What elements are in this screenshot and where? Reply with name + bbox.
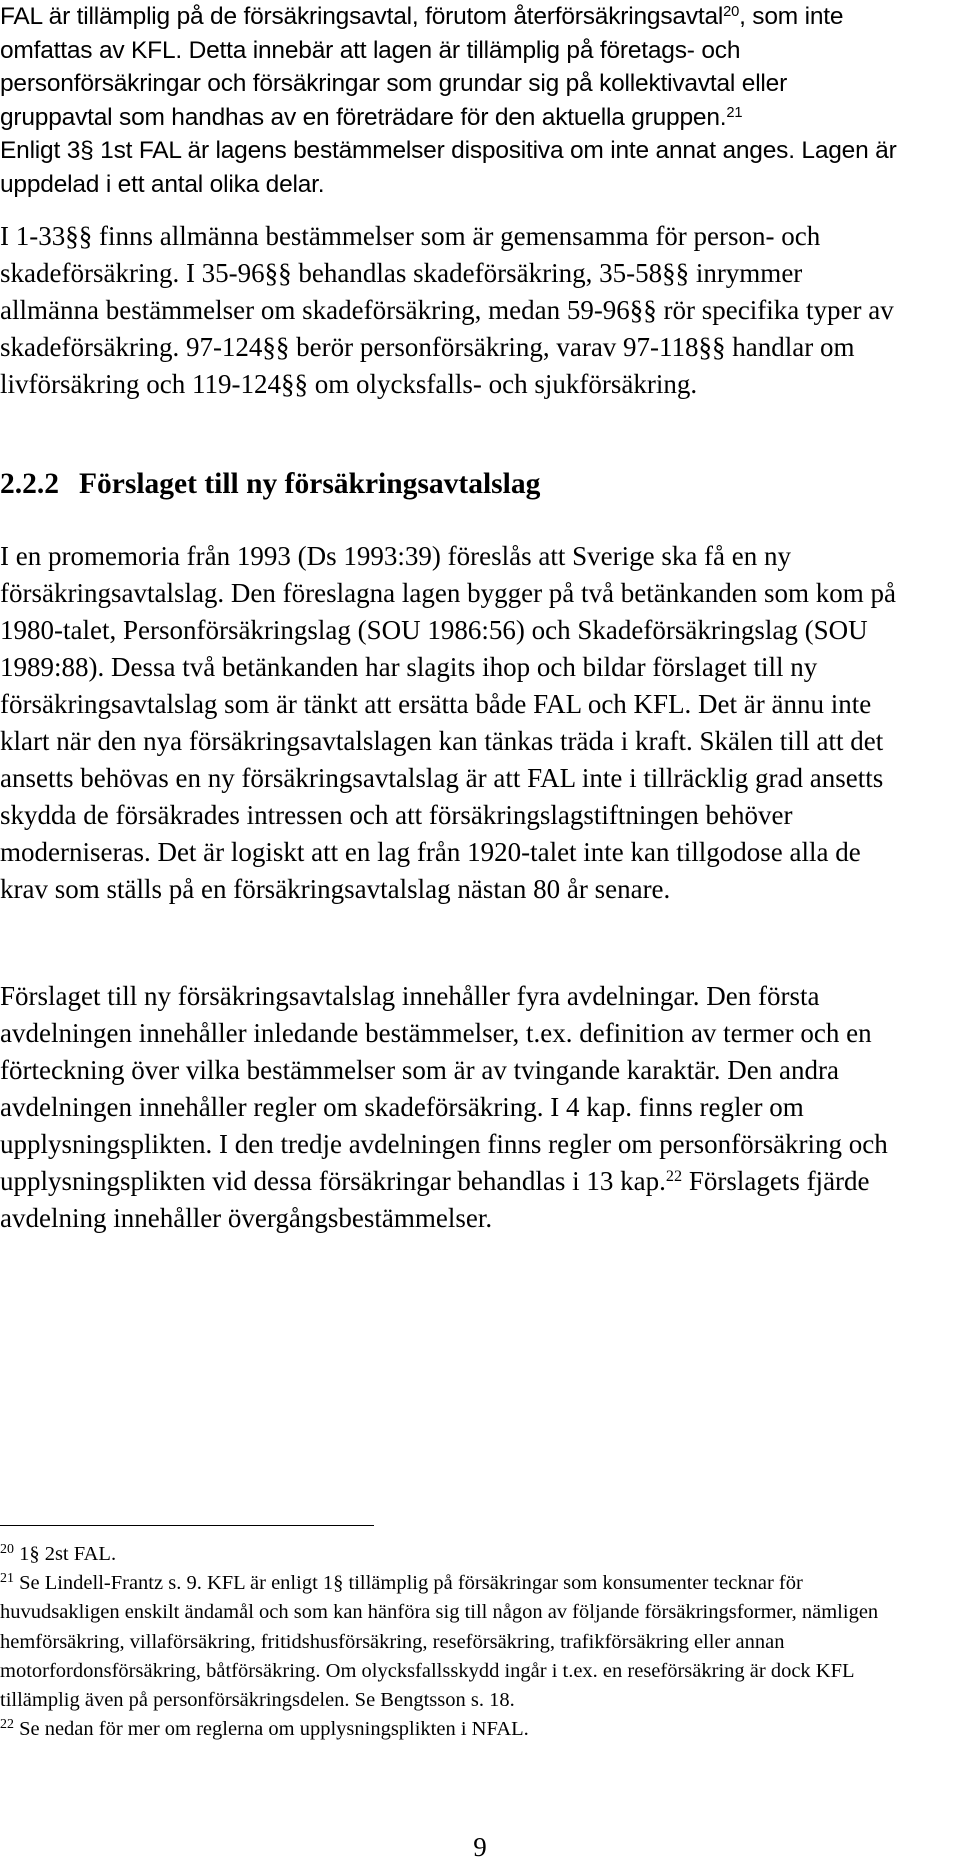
footnote-reference[interactable]: 20 — [723, 3, 740, 20]
footnote-text: 1§ 2st FAL. — [19, 1543, 117, 1565]
footnote — [0, 1715, 905, 1744]
footnote-number: 21 — [0, 1571, 14, 1587]
heading-number: 2.2.2 — [0, 468, 59, 500]
paragraph-text: Enligt 3§ 1st FAL är lagens bestämmelser dispositiva om inte annat anges. Lagen är uppdelad i ett antal olika delar. — [0, 137, 897, 198]
heading-title: Förslaget till ny försäkringsavtalslag — [79, 468, 541, 500]
body-paragraph — [0, 978, 905, 1237]
paragraph-text: Förslagets fjärde avdelning innehåller övergångsbestämmelser. — [0, 1166, 870, 1233]
footnote-number: 20 — [0, 1542, 14, 1558]
body-paragraph — [0, 538, 905, 908]
paragraph-text: , som inte omfattas av KFL. Detta innebär att lagen är tillämplig på företags- och personförsäkringar och försäkringar som grundar sig på kollektivavtal eller gruppavtal som handhas av en företrädare för den aktuella gruppen. — [0, 3, 844, 131]
paragraph-text: FAL är tillämplig på de försäkringsavtal, förutom återförsäkringsavtal — [0, 3, 724, 30]
body-paragraph — [0, 0, 905, 201]
paragraph-text: I en promemoria från 1993 (Ds 1993:39) föreslås att Sverige ska få en ny försäkringsavtalslag. Den föreslagna lagen bygger på två betänkanden som kom på 1980-talet, Personförsäkringslag (SOU 1986:56) och Skadeförsäkringslag (SOU 1989:88). Dessa två betänkanden har slagits ihop och bildar förslaget till ny försäkringsavtalslag som är tänkt att ersätta både FAL och KFL. Det är ännu inte klart när den nya försäkringsavtalslagen kan tänkas träda i kraft. Skälen till att det ansetts behövas en ny försäkringsavtalslag är att FAL inte i tillräcklig grad ansetts skydda de försäkrades intressen och att försäkringslagstiftningen behöver moderniseras. Det är logiskt att en lag från 1920-talet inte kan tillgodose alla de krav som ställs på en försäkringsavtalslag nästan 80 år senare. — [0, 541, 896, 904]
footnote — [0, 1540, 905, 1569]
footnote-divider — [0, 1525, 374, 1526]
footnote — [0, 1569, 905, 1715]
footnote-number: 22 — [0, 1717, 14, 1733]
paragraph-text: Förslaget till ny försäkringsavtalslag innehåller fyra avdelningar. Den första avdelningen innehåller inledande bestämmelser, t.ex. definition av termer och en förteckning över vilka bestämmelser som är av tvingande karaktär. Den andra avdelningen innehåller regler om skadeförsäkring. I 4 kap. finns regler om upplysningsplikten. I den tredje avdelningen finns regler om personförsäkring och upplysningsplikten vid dessa försäkringar behandlas i 13 kap. — [0, 981, 888, 1196]
body-paragraph — [0, 218, 905, 403]
footnote-text: Se Lindell-Frantz s. 9. KFL är enligt 1§ tillämplig på försäkringar som konsumenter tecknar för huvudsakligen enskilt ändamål och som kan hänföra sig till någon av följande försäkringsformer, nämligen hemförsäkring, villaförsäkring, fritidshusförsäkring, reseförsäkring, trafikförsäkring eller annan motorfordonsförsäkring, båtförsäkring. Om olycksfallsskydd ingår i t.ex. en reseförsäkring är dock KFL tillämplig även på personförsäkringsdelen. Se Bengtsson s. 18. — [0, 1572, 879, 1712]
footnote-reference[interactable]: 21 — [726, 104, 743, 121]
section-heading — [0, 464, 540, 504]
footnote-reference[interactable]: 22 — [665, 1167, 683, 1186]
footnote-text: Se nedan för mer om reglerna om upplysningsplikten i NFAL. — [19, 1718, 529, 1741]
footnotes-section — [0, 1540, 905, 1744]
page-number: 9 — [473, 1832, 487, 1862]
paragraph-text: I 1-33§§ finns allmänna bestämmelser som är gemensamma för person- och skadeförsäkring. I 35-96§§ behandlas skadeförsäkring, 35-58§§ inrymmer allmänna bestämmelser om skadeförsäkring, medan 59-96§§ rör specifika typer av skadeförsäkring. 97-124§§ berör personförsäkring, varav 97-118§§ handlar om livförsäkring och 119-124§§ om olycksfalls- och sjukförsäkring. — [0, 221, 894, 399]
